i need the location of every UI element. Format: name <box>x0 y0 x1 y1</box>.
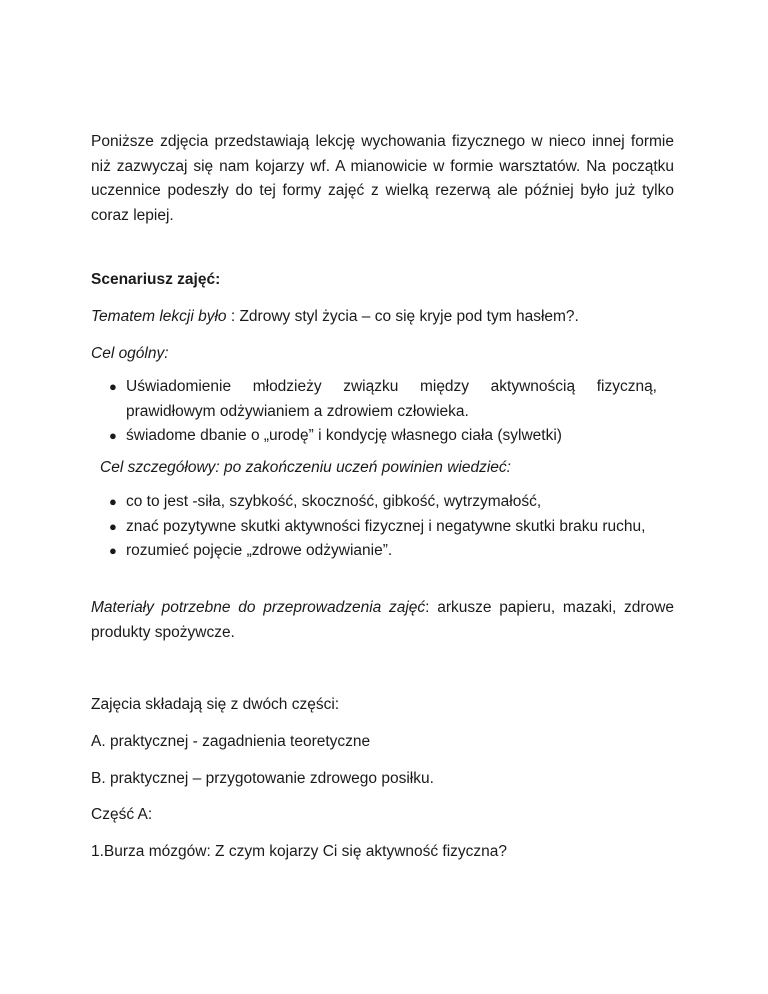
topic-label: Tematem lekcji było <box>91 308 227 325</box>
brainstorm-line: 1.Burza mózgów: Z czym kojarzy Ci się aktywność fizyczna? <box>91 843 508 860</box>
bullet-icon: ● <box>109 379 117 394</box>
topic-text: : Zdrowy styl życia – co się kryje pod tym hasłem?. <box>226 308 579 325</box>
specific-goal-label: Cel szczegółowy: po zakończeniu uczeń powinien wiedzieć: <box>100 459 511 476</box>
general-goal-label: Cel ogólny: <box>91 345 169 362</box>
bullet-icon: ● <box>109 428 117 443</box>
list-item: ● świadome dbanie o „urodę” i kondycję własnego ciała (sylwetki) <box>108 424 657 449</box>
list-item: ● rozumieć pojęcie „zdrowe odżywianie”. <box>108 539 657 564</box>
bullet-icon: ● <box>109 518 117 534</box>
scenario-heading: Scenariusz zajęć: <box>91 271 221 288</box>
parts-intro: Zajęcia składają się z dwóch części: <box>91 696 340 713</box>
intro-paragraph: Poniższe zdjęcia przedstawiają lekcję wychowania fizycznego w nieco innej formie niż zazwyczaj się nam kojarzy wf. A mianowicie w formie warsztatów. Na początku uczennice podeszły do tej formy zajęć z wielką rezerwą ale później było już tylko coraz lepiej. <box>91 133 674 224</box>
topic-line <box>91 305 674 330</box>
part-a-line: A. praktycznej - zagadnienia teoretyczne <box>91 733 371 750</box>
part-b-line: B. praktycznej – przygotowanie zdrowego posiłku. <box>91 770 434 787</box>
materials-label: Materiały potrzebne do przeprowadzenia zajęć <box>91 599 426 616</box>
bullet-icon: ● <box>109 494 117 509</box>
specific-goal-list <box>108 490 657 564</box>
list-item: ● znać pozytywne skutki aktywności fizycznej i negatywne skutki braku ruchu, <box>108 515 657 540</box>
part-a-heading: Część A: <box>91 806 153 823</box>
materials-paragraph <box>91 596 674 645</box>
bullet-icon: ● <box>109 543 117 558</box>
materials-text: : arkusze papieru, mazaki, zdrowe produkty spożywcze. <box>91 599 675 641</box>
general-goal-list <box>108 375 657 449</box>
list-item: ● co to jest -siła, szybkość, skoczność, gibkość, wytrzymałość, <box>108 490 657 515</box>
list-item: ● Uświadomienie młodzieży związku między aktywnością fizyczną, prawidłowym odżywianiem a zdrowiem człowieka. <box>108 375 657 424</box>
